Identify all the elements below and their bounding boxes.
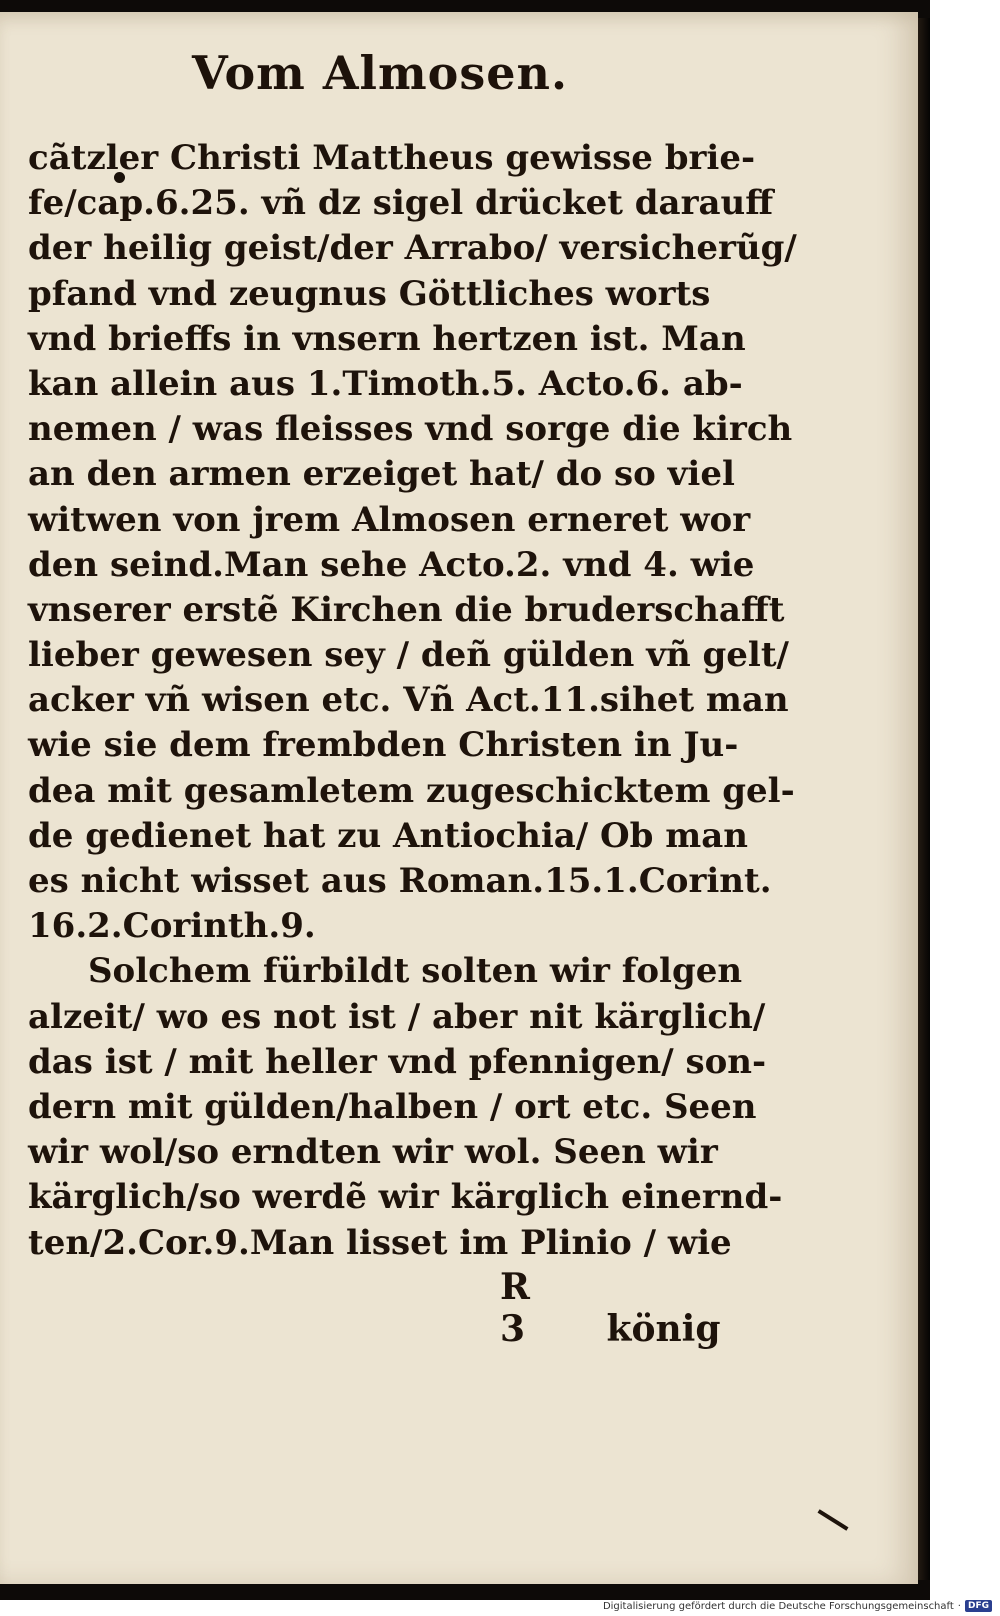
text-line: nemen / was fleisses vnd sorge die kirch xyxy=(28,409,793,450)
book-page xyxy=(0,12,918,1584)
credit-text: Digitalisierung gefördert durch die Deutsche Forschungsgemeinschaft xyxy=(602,1600,954,1612)
separator: · xyxy=(957,1600,961,1612)
text-line: 16.2.Corinth.9. xyxy=(28,906,316,947)
text-line: an den armen erzeiget hat/ do so viel xyxy=(28,454,735,495)
text-line: es nicht wisset aus Roman.15.1.Corint. xyxy=(28,861,772,901)
catchword: könig xyxy=(606,1308,721,1350)
text-line: der heilig geist/der Arrabo/ versicherũg/ xyxy=(28,228,797,269)
text-line: cãtzler Christi Mattheus gewisse brie- xyxy=(28,138,756,178)
footer-credit xyxy=(603,1598,992,1614)
text-line: ten/2.Cor.9.Man lisset im Plinio / wie xyxy=(28,1222,732,1263)
dfg-logo-icon: DFG xyxy=(965,1600,992,1612)
page-edge xyxy=(918,18,930,1580)
text-line: Solchem fürbildt solten wir folgen xyxy=(88,951,743,992)
text-line: fe/cap.6.25. vñ dz sigel drücket darauff xyxy=(28,183,774,224)
body-text xyxy=(28,136,797,1266)
text-line: kan allein aus 1.Timoth.5. Acto.6. ab- xyxy=(28,363,743,404)
text-line: alzeit/ wo es not ist / aber nit kärglich/ xyxy=(28,996,766,1037)
text-line: den seind.Man sehe Acto.2. vnd 4. wie xyxy=(28,544,755,585)
text-line: acker vñ wisen etc. Vñ Act.11.sihet man xyxy=(28,680,789,721)
text-line: pfand vnd zeugnus Gӧttliches worts xyxy=(28,273,711,314)
running-header: Vom Almosen. xyxy=(192,46,568,100)
signature-line xyxy=(500,1266,721,1350)
text-line: dea mit gesamletem zugeschicktem gel- xyxy=(28,770,795,811)
text-line: wie sie dem frembden Christen in Ju- xyxy=(28,725,739,766)
text-line: kärglich/so werdẽ wir kärglich einernd- xyxy=(28,1177,783,1218)
signature-mark: R 3 xyxy=(500,1266,530,1350)
ink-mark xyxy=(818,1509,849,1530)
text-line: wir wol/so erndten wir wol. Seen wir xyxy=(28,1132,718,1173)
text-line: lieber gewesen sey / deñ gülden vñ gelt/ xyxy=(28,635,789,676)
text-line: vnd brieffs in vnsern hertzen ist. Man xyxy=(28,318,746,359)
text-line: das ist / mit heller vnd pfennigen/ son- xyxy=(28,1041,767,1082)
text-line: witwen von jrem Almosen erneret wor xyxy=(28,499,751,540)
text-line: vnserer erstẽ Kirchen die bruderschafft xyxy=(28,589,785,630)
text-line: de gedienet hat zu Antiochia/ Ob man xyxy=(28,815,748,856)
text-line: dern mit gülden/halben / ort etc. Seen xyxy=(28,1086,757,1127)
